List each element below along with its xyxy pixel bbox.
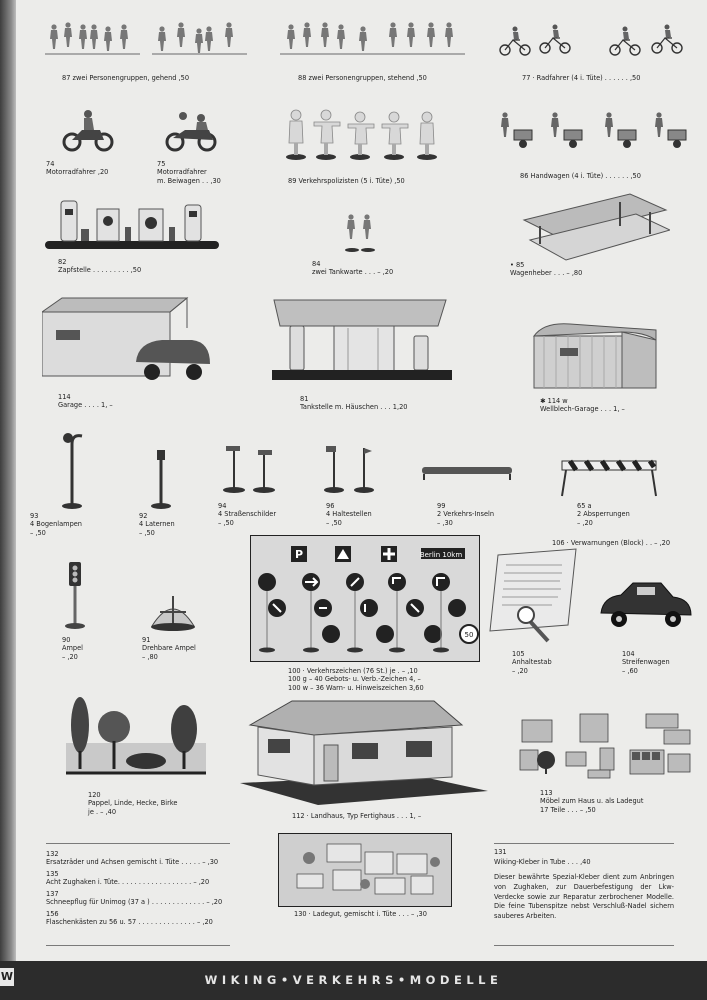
- cargo-image: [278, 833, 452, 907]
- item-caption-line: 91: [142, 636, 151, 644]
- destination-sign-text: Berlin 10km: [419, 551, 463, 559]
- item-87: [62, 74, 189, 82]
- item-65a: [577, 502, 630, 527]
- list-item: 132 Ersatzräder und Achsen gemischt i. Tüte . . . . . – ,30: [46, 850, 219, 867]
- barriers-image: [558, 455, 660, 500]
- item-93: [30, 512, 82, 537]
- item-caption-line: 4 Haltestellen: [326, 510, 372, 519]
- patrol-car-image: [597, 577, 695, 632]
- item-caption-line: – ,80: [142, 652, 158, 661]
- item-caption-line: 130 · Ladegut, gemischt i. Tüte . . . – ,30: [294, 910, 427, 918]
- item-caption-line: – ,20: [62, 652, 78, 661]
- item-caption-line: 100 g – 40 Gebots- u. Verb.-Zeichen 4, –: [288, 675, 421, 684]
- divider: [494, 945, 674, 946]
- item-caption-line: 75: [157, 160, 166, 168]
- handcarts-image: [492, 108, 697, 153]
- item-caption-line: 81: [300, 395, 309, 403]
- item-86: [520, 172, 641, 180]
- item-91: [142, 636, 196, 661]
- item-caption-line: 105: [512, 650, 525, 658]
- item-114w: [540, 397, 625, 414]
- item-caption-line: 4 Laternen: [139, 520, 175, 529]
- item-112: [292, 812, 421, 820]
- traffic-signs-board: [250, 535, 480, 662]
- item-caption-line: 84: [312, 260, 321, 268]
- item-caption-line: 112 · Landhaus, Typ Fertighaus . . . 1, –: [292, 812, 422, 820]
- wiking-logo: W: [0, 968, 14, 986]
- rotating-traffic-light-image: [148, 592, 198, 632]
- pedestrian-figures-image: [152, 18, 247, 58]
- item-caption-line: 90: [62, 636, 71, 644]
- garage-image: [42, 292, 217, 387]
- item-caption-line: 86 Handwagen (4 i. Tüte) . . . . . . ,50: [520, 172, 641, 180]
- pump-attendants-image: [340, 210, 380, 255]
- item-caption-line: 100 w – 36 Warn- u. Hinweiszeichen 3,60: [288, 683, 424, 692]
- item-caption-line: ✱ 114 w: [540, 397, 568, 405]
- country-house-image: [238, 695, 490, 807]
- furniture-image: [518, 712, 696, 782]
- item-caption-line: 2 Absperrungen: [577, 510, 630, 519]
- item-caption-line: Drehbare Ampel: [142, 644, 196, 653]
- item-caption-line: • 85: [510, 261, 525, 269]
- item-90: [62, 636, 83, 661]
- motorcycle-sidecar-image: [165, 108, 220, 153]
- item-caption-line: 74: [46, 160, 55, 168]
- item-caption-line: – ,60: [622, 666, 638, 675]
- item-caption-line: Tankstelle m. Häuschen . . . 1,20: [300, 403, 408, 412]
- item-caption-line: Garage . . . . 1, –: [58, 401, 113, 410]
- item-caption-line: – ,50: [326, 518, 342, 527]
- street-lamp-image: [148, 446, 174, 512]
- item-84: [312, 260, 393, 277]
- item-130: [294, 910, 427, 918]
- item-88: [298, 74, 427, 82]
- item-caption-line: 89 Verkehrspolizisten (5 i. Tüte) ,50: [288, 177, 405, 185]
- item-caption-line: Ampel: [62, 644, 84, 653]
- list-item: 156 Flaschenkästen zu 56 u. 57 . . . . . . . . . . . . . . – ,20: [46, 909, 213, 927]
- traffic-islands-image: [418, 462, 516, 482]
- glue-title: Wiking-Kleber in Tube . . . ,40: [494, 857, 591, 866]
- item-caption-line: – ,30: [437, 518, 453, 527]
- item-caption-line: 100 · Verkehrszeichen (76 St.) je . – ,10: [288, 667, 418, 675]
- pedestrian-figures-image: [45, 18, 140, 58]
- item-caption-line: 120: [88, 791, 101, 799]
- item-caption-line: – ,50: [218, 518, 234, 527]
- item-77: [522, 74, 640, 82]
- item-caption-line: 104: [622, 650, 635, 658]
- item-94: [218, 502, 276, 527]
- cyclists-image: [495, 20, 695, 60]
- item-caption-line: Streifenwagen: [622, 658, 670, 667]
- trees-image: [66, 695, 206, 780]
- item-75: [157, 160, 221, 185]
- item-99: [437, 502, 494, 527]
- item-caption-line: 113: [540, 789, 553, 797]
- item-caption-line: – ,20: [577, 518, 593, 527]
- item-caption-line: 82: [58, 258, 67, 266]
- binding-edge: [0, 0, 16, 1000]
- gas-station-image: [270, 296, 455, 388]
- glue-number: 131: [494, 848, 507, 856]
- svg-text:P: P: [294, 548, 304, 561]
- list-item: 137 Schneepflug für Unimog (37 a ) . . . . . . . . . . . . . – ,20: [46, 889, 223, 907]
- standing-figures-image: [280, 18, 465, 58]
- item-caption-line: 96: [326, 502, 335, 510]
- item-114: [58, 393, 113, 410]
- item-caption-line: 106 · Verwarnungen (Block) . . – ,20: [552, 539, 671, 547]
- item-caption-line: Zapfstelle . . . . . . . . . ,50: [58, 266, 142, 275]
- item-caption-line: 2 Verkehrs-Inseln: [437, 510, 495, 519]
- item-89: [288, 177, 405, 185]
- divider: [46, 843, 230, 844]
- arc-lamp-image: [58, 430, 88, 512]
- glue-text: Dieser bewährte Spezial-Kleber dient zum Anbringen von Zughaken, zur Dauerbefestigung der Lkw-Verdecke sowie zur Reparatur zerbrochener Modelle. Die feine Tubenspitze nebst Verschluß-Nadel sichern sauberes Arbeiten.: [494, 872, 674, 921]
- item-caption-line: Pappel, Linde, Hecke, Birke: [88, 799, 178, 808]
- item-82: [58, 258, 141, 275]
- bus-stops-image: [320, 440, 380, 495]
- item-caption-line: m. Beiwagen . . ,30: [157, 176, 221, 185]
- corrugated-garage-image: [530, 320, 660, 395]
- item-caption-line: Motorradfahrer: [157, 168, 207, 177]
- footer-title: WIKING•VERKEHRS•MODELLE: [204, 973, 503, 987]
- item-120: [88, 791, 177, 816]
- item-104: [622, 650, 670, 675]
- item-105: [512, 650, 552, 675]
- item-caption-line: 88 zwei Personengruppen, stehend ,50: [298, 74, 427, 82]
- item-caption-line: 92: [139, 512, 148, 520]
- item-caption-line: Wellblech-Garage . . . 1, –: [540, 405, 625, 414]
- glue-description: [494, 848, 674, 922]
- car-jack-image: [520, 190, 670, 265]
- divider: [46, 945, 230, 946]
- item-caption-line: 87 zwei Personengruppen, gehend ,50: [62, 74, 190, 82]
- item-caption-line: 77 · Radfahrer (4 i. Tüte) . . . . . . ,50: [522, 74, 641, 82]
- item-92: [139, 512, 175, 537]
- motorcyclist-image: [60, 108, 115, 153]
- item-caption-line: zwei Tankwarte . . . – ,20: [312, 268, 394, 277]
- item-caption-line: 99: [437, 502, 446, 510]
- traffic-police-image: [282, 105, 442, 165]
- item-caption-line: – ,50: [30, 528, 46, 537]
- item-113: [540, 789, 643, 814]
- speed-sign-text: 50: [464, 631, 474, 639]
- item-caption-line: 4 Bogenlampen: [30, 520, 82, 529]
- item-caption-line: 94: [218, 502, 227, 510]
- warning-block-image: [488, 545, 583, 645]
- divider: [494, 843, 674, 844]
- item-caption-line: Anhaltestab: [512, 658, 552, 667]
- item-caption-line: Wagenheber . . . – ,80: [510, 269, 583, 278]
- item-caption-line: – ,50: [139, 528, 155, 537]
- list-item: 135 Acht Zughaken i. Tüte. . . . . . . . . . . . . . . . . . – ,20: [46, 869, 210, 887]
- item-caption-line: 114: [58, 393, 71, 401]
- street-signs-image: [220, 440, 280, 495]
- item-85: [510, 261, 582, 278]
- item-caption-line: – ,20: [512, 666, 528, 675]
- fuel-pumps-image: [45, 197, 220, 257]
- traffic-light-image: [60, 560, 90, 632]
- item-81: [300, 395, 408, 412]
- item-caption-line: 4 Straßenschilder: [218, 510, 277, 519]
- item-caption-line: je . – ,40: [88, 807, 117, 816]
- item-caption-line: Möbel zum Haus u. als Ladegut: [540, 797, 644, 806]
- item-caption-line: Motorradfahrer ,20: [46, 168, 109, 177]
- item-caption-line: 17 Teile . . . – ,50: [540, 805, 596, 814]
- item-100: [288, 667, 424, 692]
- item-caption-line: 65 a: [577, 502, 592, 510]
- item-caption-line: 93: [30, 512, 39, 520]
- item-74: [46, 160, 108, 177]
- accessories-list: [46, 850, 222, 930]
- item-96: [326, 502, 372, 527]
